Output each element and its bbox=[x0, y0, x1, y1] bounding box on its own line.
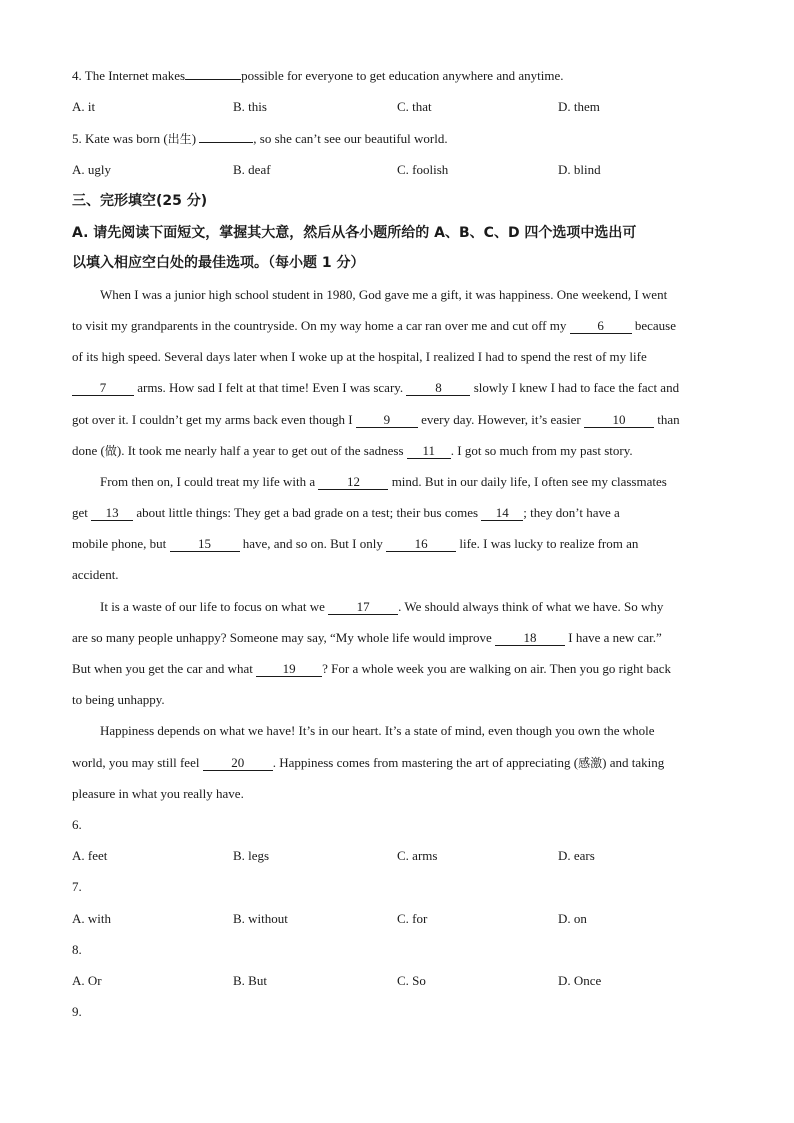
q7-option-b[interactable]: B. without bbox=[233, 911, 288, 926]
q8-option-a[interactable]: A. Or bbox=[72, 973, 102, 988]
blank-14[interactable]: 14 bbox=[481, 505, 523, 521]
passage-p2-line1 bbox=[100, 473, 667, 491]
q6-option-b[interactable]: B. legs bbox=[233, 848, 270, 863]
text: . Happiness comes from mastering the art of appreciating ( bbox=[272, 755, 579, 770]
q4-option-c[interactable]: C. that bbox=[397, 99, 432, 114]
text: ). It took me nearly half a year to get out of the sadness bbox=[116, 443, 407, 458]
passage-p4-line1: Happiness depends on what we have! It’s in our heart. It’s a state of mind, even though you own the whole bbox=[100, 723, 655, 738]
q5-option-b[interactable]: B. deaf bbox=[233, 162, 271, 177]
passage-p2-line4: accident. bbox=[72, 567, 119, 582]
blank-12[interactable]: 12 bbox=[318, 474, 388, 490]
section-title: 三、完形填空(25 分) bbox=[72, 193, 208, 209]
text: life. I was lucky to realize from an bbox=[456, 536, 639, 551]
text: From then on, I could treat my life with a bbox=[100, 474, 319, 489]
text: ? For a whole week you are walking on air. Then you go right back bbox=[322, 661, 671, 676]
text: done ( bbox=[72, 443, 105, 458]
text: about little things: They get a bad grade on a test; their bus comes bbox=[133, 505, 482, 520]
q6-option-c[interactable]: C. arms bbox=[397, 848, 438, 863]
passage-p1-line2 bbox=[72, 317, 676, 335]
text: mind. But in our daily life, I often see my classmates bbox=[388, 474, 667, 489]
question-6-number: 6. bbox=[72, 817, 82, 832]
passage-p1-line6 bbox=[72, 442, 633, 460]
question-5-options bbox=[72, 161, 724, 179]
blank-15[interactable]: 15 bbox=[170, 536, 240, 552]
question-4-options bbox=[72, 98, 724, 116]
blank-13[interactable]: 13 bbox=[91, 505, 133, 521]
question-5-stem bbox=[72, 130, 448, 148]
q4-stem-before: 4. The Internet makes bbox=[72, 68, 186, 83]
q5-option-a[interactable]: A. ugly bbox=[72, 162, 111, 177]
text: to visit my grandparents in the countryside. On my way home a car ran over me and cut off my bbox=[72, 318, 570, 333]
blank-16[interactable]: 16 bbox=[386, 536, 456, 552]
passage-p3-line1 bbox=[100, 598, 663, 616]
section-instruction-line1: A. 请先阅读下面短文，掌握其大意，然后从各小题所给的 A、B、C、D 四个选项中选出可 bbox=[72, 225, 637, 241]
q4-option-a[interactable]: A. it bbox=[72, 99, 96, 114]
passage-p1-line1: When I was a junior high school student in 1980, God gave me a gift, it was happiness. One weekend, I went bbox=[100, 287, 668, 302]
text: But when you get the car and what bbox=[72, 661, 257, 676]
text: I have a new car.” bbox=[565, 630, 662, 645]
text: 感激 bbox=[578, 756, 603, 770]
text: 做 bbox=[104, 444, 117, 458]
text: than bbox=[654, 412, 680, 427]
question-9-number: 9. bbox=[72, 1004, 82, 1019]
passage-p2-line3 bbox=[72, 535, 638, 553]
blank-19[interactable]: 19 bbox=[256, 661, 322, 677]
passage-p3-line4: to being unhappy. bbox=[72, 692, 165, 707]
q7-option-a[interactable]: A. with bbox=[72, 911, 111, 926]
text: arms. How sad I felt at that time! Even I was scary. bbox=[134, 380, 407, 395]
q6-option-d[interactable]: D. ears bbox=[558, 848, 595, 863]
question-7-number: 7. bbox=[72, 879, 82, 894]
blank-8[interactable]: 8 bbox=[406, 380, 470, 396]
blank-9[interactable]: 9 bbox=[356, 412, 418, 428]
passage-p4-line2 bbox=[72, 754, 664, 772]
text: mobile phone, but bbox=[72, 536, 170, 551]
q5-stem-before: 5. Kate was born ( bbox=[72, 131, 168, 146]
passage-p4-line3: pleasure in what you really have. bbox=[72, 786, 244, 801]
q5-option-c[interactable]: C. foolish bbox=[397, 162, 449, 177]
passage-p1-line5 bbox=[72, 411, 680, 429]
q6-option-a[interactable]: A. feet bbox=[72, 848, 108, 863]
q4-option-d[interactable]: D. them bbox=[558, 99, 600, 114]
text: ) and taking bbox=[602, 755, 665, 770]
question-8-number: 8. bbox=[72, 942, 82, 957]
passage-p2-line2 bbox=[72, 504, 620, 522]
text: . We should always think of what we have. So why bbox=[398, 599, 664, 614]
q4-option-b[interactable]: B. this bbox=[233, 99, 267, 114]
passage-p1-line3: of its high speed. Several days later when I woke up at the hospital, I realized I had to spend the rest of my life bbox=[72, 349, 647, 364]
q4-blank bbox=[185, 79, 241, 80]
q5-stem-mid: ) bbox=[191, 131, 200, 146]
q8-option-b[interactable]: B. But bbox=[233, 973, 267, 988]
blank-17[interactable]: 17 bbox=[328, 599, 398, 615]
blank-20[interactable]: 20 bbox=[203, 755, 273, 771]
q8-option-d[interactable]: D. Once bbox=[558, 973, 602, 988]
text: world, you may still feel bbox=[72, 755, 203, 770]
q5-stem-after: , so she can’t see our beautiful world. bbox=[253, 131, 448, 146]
q5-option-d[interactable]: D. blind bbox=[558, 162, 601, 177]
passage-p3-line2 bbox=[72, 629, 662, 647]
question-6-options bbox=[72, 847, 724, 865]
blank-7[interactable]: 7 bbox=[72, 380, 134, 396]
q7-option-d[interactable]: D. on bbox=[558, 911, 587, 926]
blank-11[interactable]: 11 bbox=[407, 443, 451, 459]
passage-p3-line3 bbox=[72, 660, 671, 678]
text: every day. However, it’s easier bbox=[417, 412, 585, 427]
question-7-options bbox=[72, 910, 724, 928]
q5-stem-cjk: 出生 bbox=[167, 132, 192, 146]
q4-stem-after: possible for everyone to get education anywhere and anytime. bbox=[241, 68, 564, 83]
q8-option-c[interactable]: C. So bbox=[397, 973, 426, 988]
text: because bbox=[631, 318, 676, 333]
q7-option-c[interactable]: C. for bbox=[397, 911, 428, 926]
blank-6[interactable]: 6 bbox=[570, 318, 632, 334]
section-instruction-line2: 以填入相应空白处的最佳选项。（每小题 1 分） bbox=[72, 255, 365, 271]
text: . I got so much from my past story. bbox=[450, 443, 633, 458]
text: get bbox=[72, 505, 92, 520]
blank-18[interactable]: 18 bbox=[495, 630, 565, 646]
passage-p1-line4 bbox=[72, 379, 679, 397]
text: are so many people unhappy? Someone may say, “My whole life would improve bbox=[72, 630, 495, 645]
q5-blank bbox=[199, 142, 253, 143]
text: It is a waste of our life to focus on what we bbox=[100, 599, 329, 614]
question-8-options bbox=[72, 972, 724, 990]
blank-10[interactable]: 10 bbox=[584, 412, 654, 428]
text: ; they don’t have a bbox=[523, 505, 620, 520]
question-4-stem bbox=[72, 67, 563, 85]
text: slowly I knew I had to face the fact and bbox=[470, 380, 680, 395]
text: have, and so on. But I only bbox=[239, 536, 387, 551]
text: got over it. I couldn’t get my arms back even though I bbox=[72, 412, 356, 427]
